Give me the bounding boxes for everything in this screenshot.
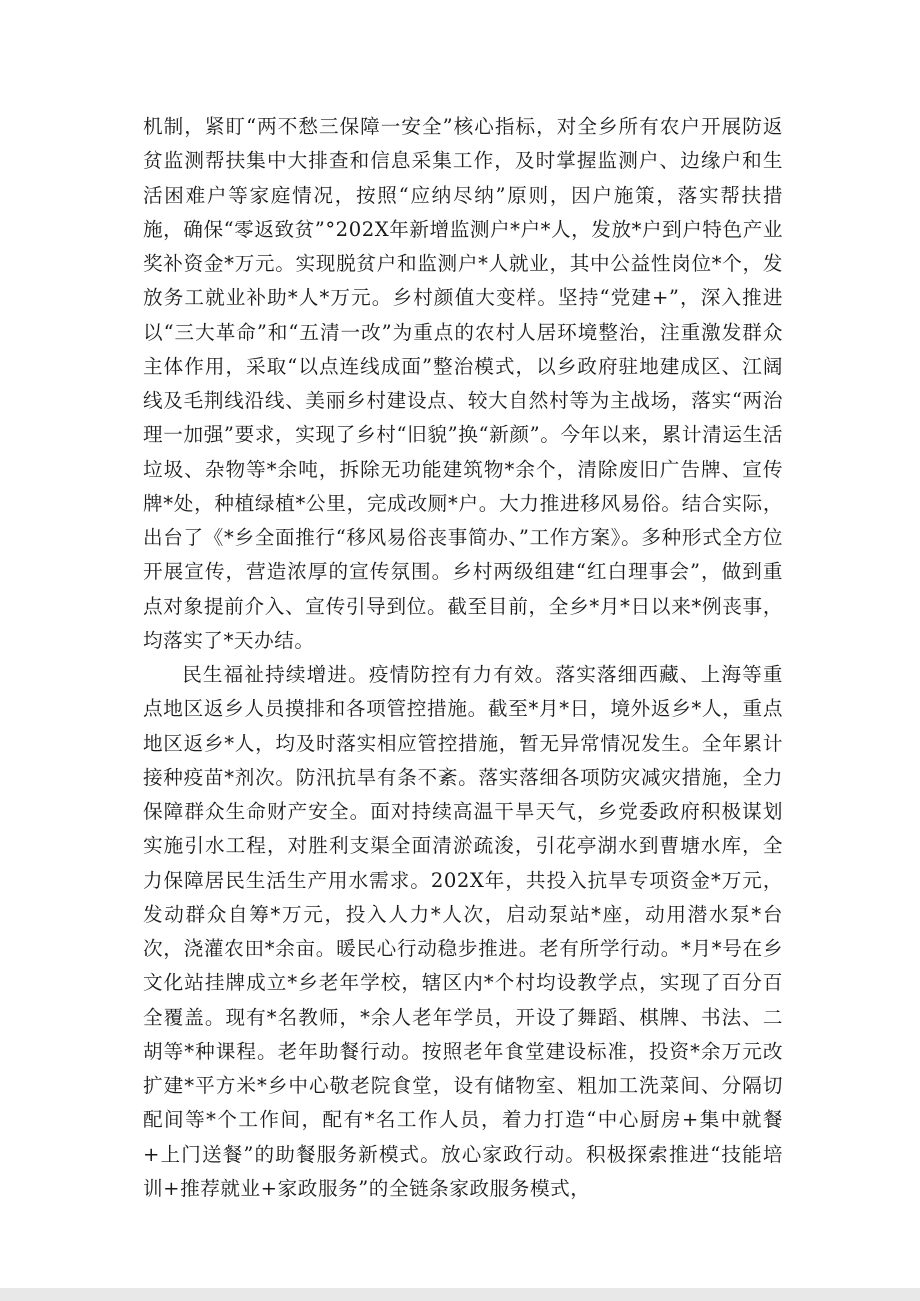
page-bottom-divider (0, 1288, 920, 1301)
document-body (143, 110, 783, 1206)
paragraph-1: 机制，紧盯“两不愁三保障一安全”核心指标，对全乡所有农户开展防返贫监测帮扶集中大排查和信息采集工作，及时掌握监测户、边缘户和生活困难户等家庭情况，按照“应纳尽纳”原则，因户施策，落实帮扶措施，确保“零返致贫”°202X年新增监测户*户*人，发放*户到户特色产业奖补资金*万元。实现脱贫户和监测户*人就业，其中公益性岗位*个，发放务工就业补助*人*万元。乡村颜值大变样。坚持“党建+”，深入推进以“三大革命”和“五清一改”为重点的农村人居环境整治，注重激发群众主体作用，采取“以点连线成面”整治模式，以乡政府驻地建成区、江阔线及毛荆线沿线、美丽乡村建设点、较大自然村等为主战场，落实“两治理一加强”要求，实现了乡村“旧貌”换“新颜”。今年以来，累计清运生活垃圾、杂物等*余吨，拆除无功能建筑物*余个，清除废旧广告牌、宣传牌*处，种植绿植*公里，完成改厕*户。大力推进移风易俗。结合实际，出台了《*乡全面推行“移风易俗丧事简办、”工作方案》。多种形式全方位开展宣传，营造浓厚的宣传氛围。乡村两级组建“红白理事会”，做到重点对象提前介入、宣传引导到位。截至目前，全乡*月*日以来*例丧事，均落实了*天办结。 (143, 115, 783, 652)
paragraph-2: 民生福祉持续增进。疫情防控有力有效。落实落细西藏、上海等重点地区返乡人员摸排和各项管控措施。截至*月*日，境外返乡*人，重点地区返乡*人，均及时落实相应管控措施，暂无异常情况发生。全年累计接种疫苗*剂次。防汛抗旱有条不紊。落实落细各项防灾减灾措施，全力保障群众生命财产安全。面对持续高温干旱天气，乡党委政府积极谋划实施引水工程，对胜利支渠全面清淤疏浚，引花亭湖水到曹塘水库，全力保障居民生活生产用水需求。202X年，共投入抗旱专项资金*万元，发动群众自筹*万元，投入人力*人次，启动泵站*座，动用潜水泵*台次，浇灌农田*余亩。暖民心行动稳步推进。老有所学行动。*月*号在乡文化站挂牌成立*乡老年学校，辖区内*个村均设教学点，实现了百分百全覆盖。现有*名教师，*余人老年学员，开设了舞蹈、棋牌、书法、二胡等*种课程。老年助餐行动。按照老年食堂建设标准，投资*余万元改扩建*平方米*乡中心敬老院食堂，设有储物室、粗加工洗菜间、分隔切配间等*个工作间，配有*名工作人员，着力打造“中心厨房+集中就餐+上门送餐”的助餐服务新模式。放心家政行动。积极探索推进“技能培训+推荐就业+家政服务”的全链条家政服务模式， (143, 663, 783, 1200)
